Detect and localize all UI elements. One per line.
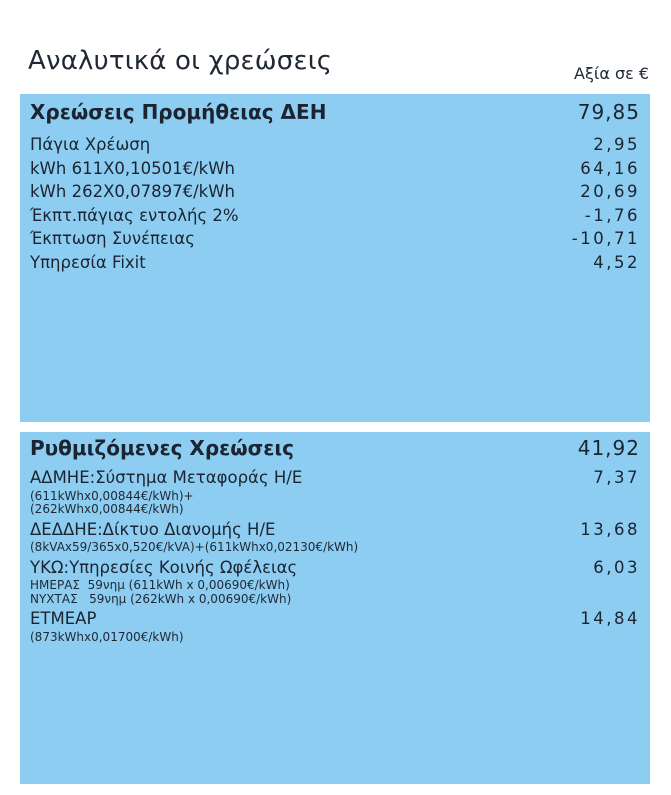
- charge-value: 64,16: [580, 158, 640, 178]
- charge-label: Πάγια Χρέωση: [30, 135, 151, 154]
- charge-item-admie: [30, 466, 640, 517]
- charge-value: -10,71: [571, 229, 640, 248]
- charge-item-yko: [30, 556, 640, 607]
- charge-label: Έκπτωση Συνέπειας: [30, 229, 195, 248]
- charge-label: kWh 611X0,10501€/kWh: [30, 158, 235, 178]
- regulated-charges-list: [30, 466, 640, 645]
- supply-charges-header: [30, 100, 640, 124]
- charge-value: 20,69: [580, 182, 640, 201]
- charge-detail: (8kVAx59/365x0,520€/kVA)+(611kWhx0,02130€/kWh): [30, 540, 359, 554]
- charge-value: 6,03: [593, 557, 640, 577]
- charge-detail: (611kWhx0,00844€/kWh)+: [30, 488, 194, 503]
- charge-label: ΑΔΜΗΕ:Σύστημα Μεταφοράς Η/Ε: [30, 468, 303, 487]
- charge-detail: (873kWhx0,01700€/kWh): [30, 629, 184, 644]
- charge-label: ΔΕΔΔΗΕ:Δίκτυο Διανομής Η/Ε: [30, 519, 276, 539]
- charge-detail: ΝΥΧΤΑΣ 59νημ (262kWh x 0,00690€/kWh): [30, 591, 292, 606]
- charge-value: -1,76: [584, 205, 640, 225]
- charge-detail: (262kWhx0,00844€/kWh): [30, 502, 184, 516]
- charge-row-standing-order-discount: [30, 204, 640, 228]
- supply-charges-panel: [20, 94, 650, 422]
- value-unit-label: Αξία σε €: [574, 64, 649, 83]
- charge-value: 2,95: [593, 135, 640, 154]
- regulated-charges-header: [30, 436, 640, 460]
- charge-row: [30, 518, 640, 542]
- charge-value: 4,52: [593, 252, 640, 272]
- charge-row-kwh-day: [30, 157, 640, 181]
- regulated-charges-total: 41,92: [577, 436, 640, 460]
- supply-charges-list: [30, 133, 640, 274]
- charge-value: 13,68: [580, 519, 640, 539]
- charge-label: Υπηρεσία Fixit: [30, 252, 146, 272]
- charge-value: 7,37: [593, 468, 640, 487]
- charge-row: [30, 556, 640, 580]
- charge-label: Έκπτ.πάγιας εντολής 2%: [30, 205, 239, 225]
- charge-label: ΥΚΩ:Υπηρεσίες Κοινής Ωφέλειας: [30, 557, 298, 577]
- charge-row: [30, 466, 640, 490]
- charge-row-fixed: [30, 133, 640, 157]
- charge-row: [30, 607, 640, 631]
- charge-row-fixit: [30, 251, 640, 275]
- supply-charges-total: 79,85: [577, 100, 640, 124]
- charge-item-deddie: [30, 518, 640, 555]
- page-title: Αναλυτικά οι χρεώσεις: [28, 46, 333, 76]
- charge-row-consistency-discount: [30, 227, 640, 251]
- regulated-charges-panel: [20, 432, 650, 784]
- supply-charges-heading: Χρεώσεις Προμήθειας ΔΕΗ: [30, 100, 327, 124]
- charge-value: 14,84: [580, 609, 640, 628]
- charge-label: ΕΤΜΕΑΡ: [30, 609, 97, 628]
- charge-detail: ΗΜΕΡΑΣ 59νημ (611kWh x 0,00690€/kWh): [30, 578, 290, 592]
- charge-item-etmear: [30, 607, 640, 644]
- regulated-charges-heading: Ρυθμιζόμενες Χρεώσεις: [30, 436, 295, 460]
- charge-row-kwh-night: [30, 180, 640, 204]
- charge-label: kWh 262X0,07897€/kWh: [30, 182, 235, 201]
